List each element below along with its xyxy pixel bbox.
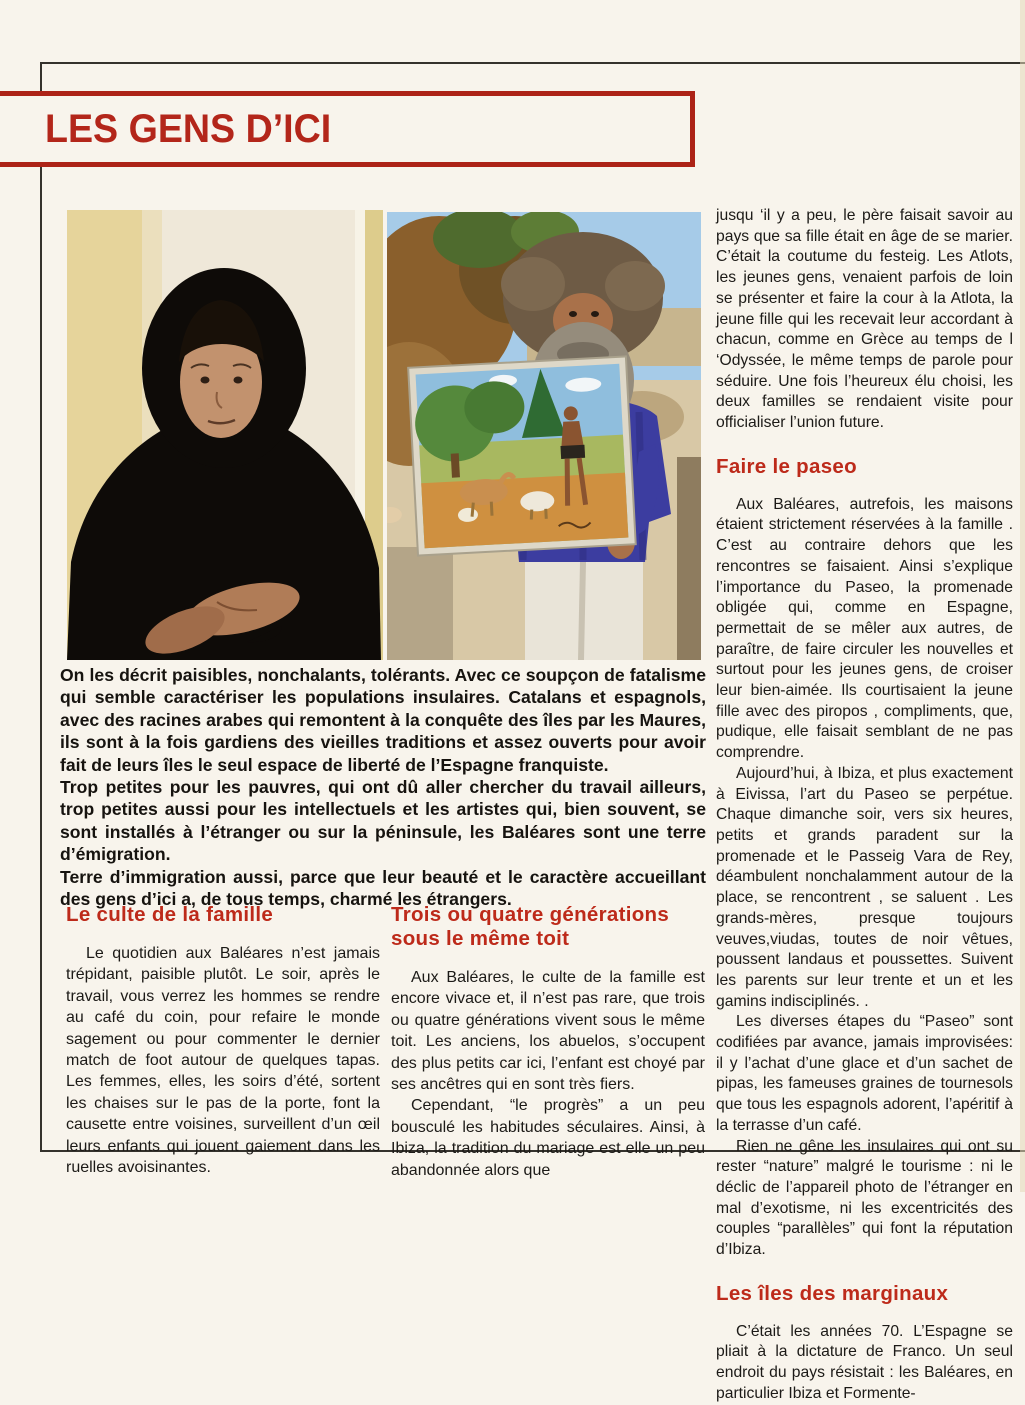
column-trois-ou-quatre-generations — [391, 903, 705, 1181]
bearded-man-holding-painting-photo — [387, 212, 701, 660]
page-frame-left-line — [40, 62, 42, 1152]
section-heading-generations: Trois ou quatre générations sous le même toit — [391, 903, 670, 950]
intro-paragraph: Terre d’immigration aussi, parce que leur beauté et le caractère accueillant des gens d’ici a, de tous temps, charmé les étrangers. — [60, 866, 706, 910]
section-heading-culte-famille: Le culte de la famille — [66, 903, 274, 926]
body-paragraph: jusqu ‘il y a peu, le père faisait savoir au pays que sa fille était en âge de se marier. C’était la coutume du festeig. Les Atlots, les jeunes gens, venaient parfois de loin se présenter et faire la cour à la Atlota, la jeune fille qui les recevait leur accordant à chacun, comme en Grèce au temps de l ‘Odyssée, le même temps de parole pour séduire. Une fois l’heureux élu choisi, les deux familles se rendaient visite pour officialiser l’union future. — [716, 207, 1013, 432]
body-paragraph: Aux Baléares, autrefois, les maisons étaient strictement réservées à la famille . C’est au contraire dehors que les rencontres se faisaient. Ainsi s’explique l’importance du Paseo, la promenade obligée qui, comme en Espagne, permettait de se mêler aux autres, de paraître, de faire circuler les nouvelles et surtout pour les jeunes gens, de croiser leur bien-aimée. Ils courtisaient la jeune fille avec des piropos , compliments, que, pudique, elle faisait semblant de ne pas comprendre. — [716, 495, 1013, 762]
bearded-man-illustration — [387, 212, 701, 660]
body-paragraph: Aujourd’hui, à Ibiza, et plus exactement à Eivissa, l’art du Paseo se perpétue. Chaque dimanche soir, vers six heures, petits et grands paradent sur la promenade et le Passeig Vara de Rey, déambulent nonchalamment autour de la place, se rencontrent , se saluent . Les grands-mères, presque toujours veuves,viudas, toutes de noir vêtues, poussent landaus et poussettes. Suivent les parents sur leur trente et un et les gamins indisciplinés. . — [716, 764, 1013, 1010]
title-banner — [0, 91, 695, 167]
page-title: LES GENS D’ICI — [45, 106, 332, 151]
column-le-culte-de-la-famille — [66, 903, 380, 1178]
scan-edge-strip — [1020, 0, 1025, 1192]
body-paragraph: Les diverses étapes du “Paseo” sont codifiées par avance, jamais improvisées: il y l’achat d’une glace et d’un sachet de pipas, les fameuses graines de tournesols que tous les espagnols adorent, l’apéritif à la terrasse d’un café. — [716, 1013, 1013, 1134]
body-paragraph: Cependant, “le progrès” a un peu bousculé les habitudes séculaires. Ainsi, à Ibiza, la tradition du mariage est elle un peu abandonnée alors que — [391, 1097, 705, 1179]
elderly-woman-illustration — [67, 210, 383, 660]
body-paragraph: C’était les années 70. L’Espagne se pliait à la dictature de Franco. Un seul endroit du pays résistait : les Baléares, en particulier Ibiza et Formente- — [716, 1322, 1013, 1402]
column-right — [716, 206, 1013, 1405]
section-heading-faire-le-paseo: Faire le paseo — [716, 454, 857, 478]
body-paragraph: Rien ne gêne les insulaires qui ont su rester “nature” malgré le tourisme : ni le déclic de l’appareil photo de l’étranger en mal d’exotisme, ni les excentricités des couples “parallèles” qui font la réputation d’Ibiza. — [716, 1137, 1013, 1259]
body-paragraph: Le quotidien aux Baléares n’est jamais trépidant, paisible plutôt. Le soir, après le travail, vous verrez les hommes se rendre au café du coin, pour refaire le monde sagement ou pour commenter le dernier match de foot autour de quelques tapas. Les femmes, elles, les soirs d’été, sortent les chaises sur le pas de la porte, font la causette entre voisines, surveillent d’un œil leurs enfants qui jouent gaiement dans les ruelles avoisinantes. — [66, 945, 380, 1177]
intro-paragraph: On les décrit paisibles, nonchalants, tolérants. Avec ce soupçon de fatalisme qui semble caractériser les populations insulaires. Catalans et espagnols, avec des racines arabes qui remontent à la conquête des îles par les Maures, ils sont à la fois gardiens des vieilles traditions et assez ouverts pour avoir fait de leurs îles le seul espace de liberté de l’Espagne franquiste. — [60, 665, 706, 775]
elderly-woman-in-black-photo — [67, 210, 383, 660]
standfirst — [60, 664, 706, 910]
page-frame-top-line — [40, 62, 1025, 64]
section-heading-iles-des-marginaux: Les îles des marginaux — [716, 1281, 949, 1305]
intro-paragraph: Trop petites pour les pauvres, qui ont dû aller chercher du travail ailleurs, trop petites aussi pour les intellectuels et les artistes qui, bien souvent, se sont installés à l’étranger ou sur la péninsule, les Baléares sont une terre d’émigration. — [60, 777, 706, 865]
body-paragraph: Aux Baléares, le culte de la famille est encore vivace et, il n’est pas rare, que trois ou quatre générations vivent sous le même toit. Les anciens, los abuelos, s’occupent des plus petits car ici, l’enfant est choyé par ses ancêtres qui en sont très fiers. — [391, 969, 705, 1094]
